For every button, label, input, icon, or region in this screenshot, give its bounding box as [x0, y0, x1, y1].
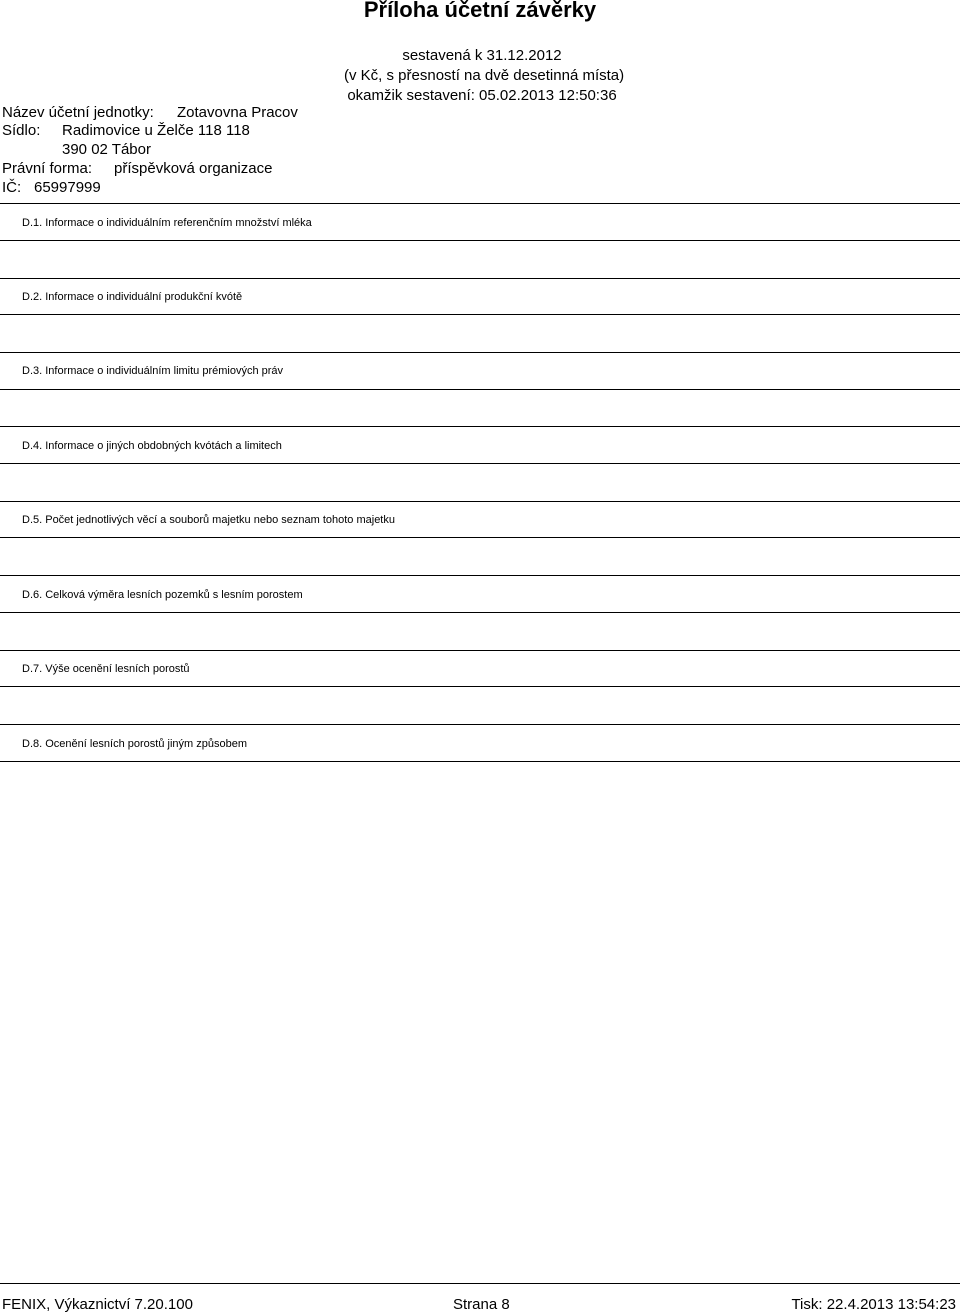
section-rule-bottom	[0, 389, 960, 390]
section-label-d6: D.6. Celková výměra lesních pozemků s lesním porostem	[22, 589, 303, 601]
section-label-d8: D.8. Ocenění lesních porostů jiným způsobem	[22, 738, 248, 750]
compiled-as-of: sestavená k 31.12.2012	[402, 47, 562, 64]
footer-software: FENIX, Výkaznictví 7.20.100	[2, 1296, 193, 1313]
entity-legal-form-label: Právní forma:	[2, 160, 93, 177]
section-label-d4: D.4. Informace o jiných obdobných kvótách a limitech	[22, 440, 282, 452]
section-rule-bottom	[0, 686, 960, 687]
entity-seat-label: Sídlo:	[2, 122, 41, 139]
section-rule-top	[0, 724, 960, 725]
footer-rule	[0, 1283, 960, 1284]
section-label-d7: D.7. Výše ocenění lesních porostů	[22, 663, 190, 675]
entity-seat-line1: Radimovice u Želče 118 118	[62, 122, 250, 139]
precision-note: (v Kč, s přesností na dvě desetinná místa)	[344, 67, 625, 84]
footer-page-number: Strana 8	[453, 1296, 510, 1313]
section-rule-top	[0, 426, 960, 427]
section-rule-top	[0, 278, 960, 279]
entity-legal-form-value: příspěvková organizace	[114, 160, 273, 177]
entity-ic-label: IČ:	[2, 179, 22, 196]
entity-ic-value: 65997999	[34, 179, 101, 196]
section-label-d2: D.2. Informace o individuální produkční kvótě	[22, 291, 243, 303]
section-label-d5: D.5. Počet jednotlivých věcí a souborů majetku nebo seznam tohoto majetku	[22, 514, 395, 526]
section-label-d1: D.1. Informace o individuálním referenčním množství mléka	[22, 217, 312, 229]
section-rule-top	[0, 352, 960, 353]
footer-print-time: Tisk: 22.4.2013 13:54:23	[791, 1296, 956, 1313]
section-rule-bottom	[0, 240, 960, 241]
section-rule-bottom	[0, 537, 960, 538]
entity-name-value: Zotavovna Pracov	[177, 104, 298, 121]
section-rule-top	[0, 203, 960, 204]
section-rule-bottom	[0, 314, 960, 315]
entity-seat-line2: 390 02 Tábor	[62, 141, 151, 158]
section-rule-top	[0, 650, 960, 651]
section-rule-top	[0, 575, 960, 576]
section-rule-bottom	[0, 463, 960, 464]
section-rule-bottom	[0, 612, 960, 613]
entity-name-label: Název účetní jednotky:	[2, 104, 154, 121]
compiled-at: okamžik sestavení: 05.02.2013 12:50:36	[347, 87, 617, 104]
page-title: Příloha účetní závěrky	[363, 0, 597, 22]
section-rule-bottom	[0, 761, 960, 762]
section-rule-top	[0, 501, 960, 502]
section-label-d3: D.3. Informace o individuálním limitu prémiových práv	[22, 365, 284, 377]
